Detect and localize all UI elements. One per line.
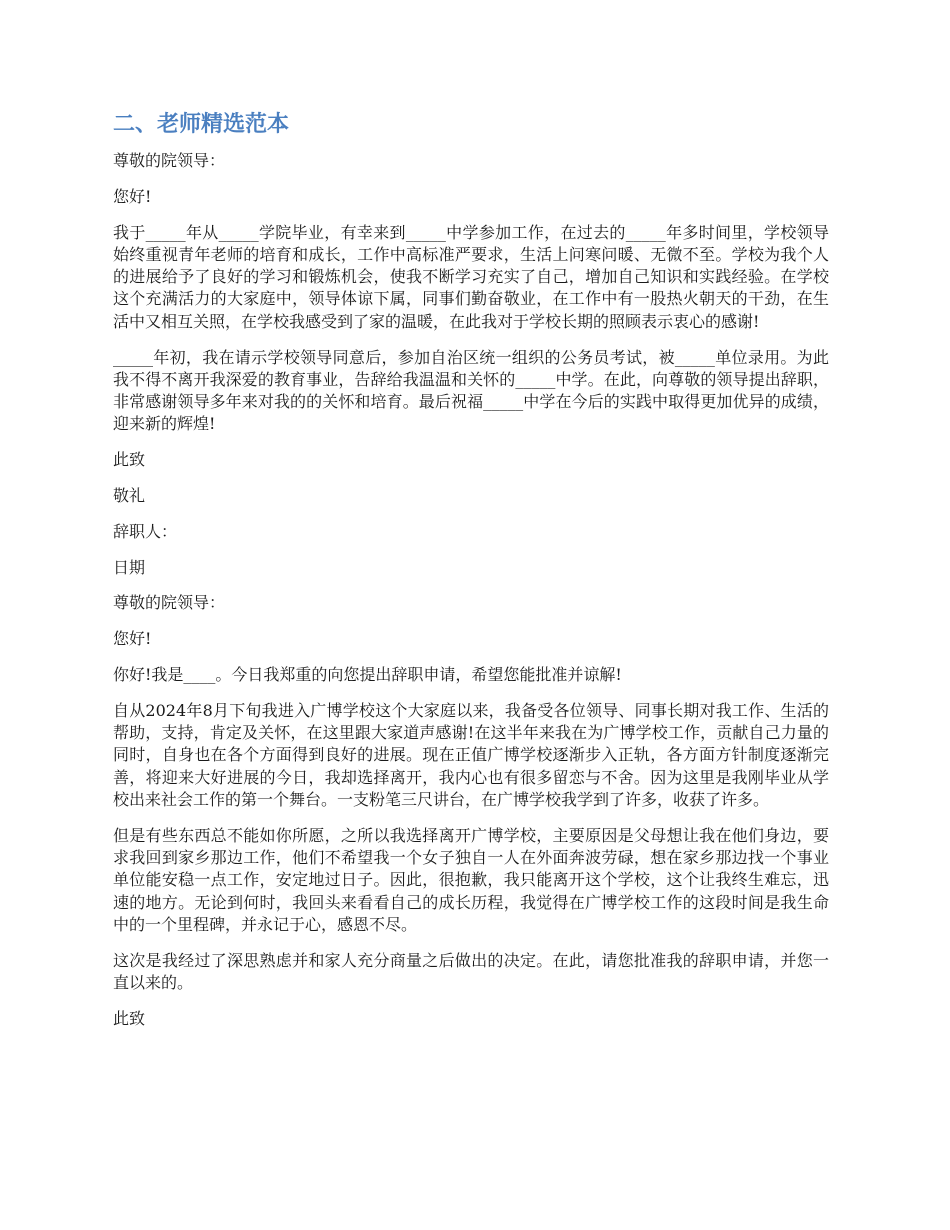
signature-line: 辞职人：: [113, 521, 178, 541]
date-line: 日期: [113, 557, 146, 577]
document-body: [113, 108, 829, 1044]
greeting: 您好!: [113, 186, 152, 206]
closing-line: 此致: [113, 450, 146, 470]
body-paragraph: 自从2024年8月下旬我进入广博学校这个大家庭以来，我备受各位领导、同事长期对我工作、生活的帮助，支持，肯定及关怀，在这里跟大家道声感谢!在这半年来我在为广博学校工作，贡献自己力量的同时，自身也在各个方面得到良好的进展。现在正值广博学校逐渐步入正轨，各方面方针制度逐渐完善，将迎来大好进展的今日，我却选择离开，我内心也有很多留恋与不舍。因为这里是我刚毕业从学校出来社会工作的第一个舞台。一支粉笔三尺讲台，在广博学校我学到了许多，收获了许多。: [113, 700, 829, 810]
body-paragraph: 你好!我是____。今日我郑重的向您提出辞职申请，希望您能批准并谅解!: [113, 665, 622, 685]
salutation: 尊敬的院领导：: [113, 593, 226, 613]
body-paragraph: 但是有些东西总不能如你所愿，之所以我选择离开广博学校，主要原因是父母想让我在他们身边，要求我回到家乡那边工作，他们不希望我一个女子独自一人在外面奔波劳碌，想在家乡那边找一个事业单位能安稳一点工作，安定地过日子。因此，很抱歉，我只能离开这个学校，这个让我终生难忘，迅速的地方。无论到何时，我回头来看看自己的成长历程，我觉得在广博学校工作的这段时间是我生命中的一个里程碑，并永记于心，感恩不尽。: [113, 825, 829, 935]
body-paragraph: _____年初，我在请示学校领导同意后，参加自治区统一组织的公务员考试，被_____单位录用。为此我不得不离开我深爱的教育事业，告辞给我温温和关怀的_____中学。在此，向尊敬的领导提出辞职，非常感谢领导多年来对我的的关怀和培育。最后祝福_____中学在今后的实践中取得更加优异的成绩，迎来新的辉煌!: [113, 347, 829, 434]
body-paragraph: 我于_____年从_____学院毕业，有幸来到_____中学参加工作，在过去的_____年多时间里，学校领导始终重视青年老师的培育和成长，工作中高标准严要求，生活上问寒问暖、无微不至。学校为我个人的进展给予了良好的学习和锻炼机会，使我不断学习充实了自己，增加自己知识和实践经验。在学校这个充满活力的大家庭中，领导体谅下属，同事们勤奋敬业，在工作中有一股热火朝天的干劲，在生活中又相互关照，在学校我感受到了家的温暖，在此我对于学校长期的照顾表示衷心的感谢!: [113, 222, 829, 331]
closing-line: 敬礼: [113, 486, 146, 506]
salutation: 尊敬的院领导：: [113, 151, 226, 170]
body-paragraph: 这次是我经过了深思熟虑并和家人充分商量之后做出的决定。在此，请您批准我的辞职申请，并您一直以来的。: [113, 950, 829, 993]
section-heading: 二、老师精选范本: [113, 112, 290, 137]
greeting: 您好!: [113, 629, 152, 649]
closing-line: 此致: [113, 1008, 146, 1028]
